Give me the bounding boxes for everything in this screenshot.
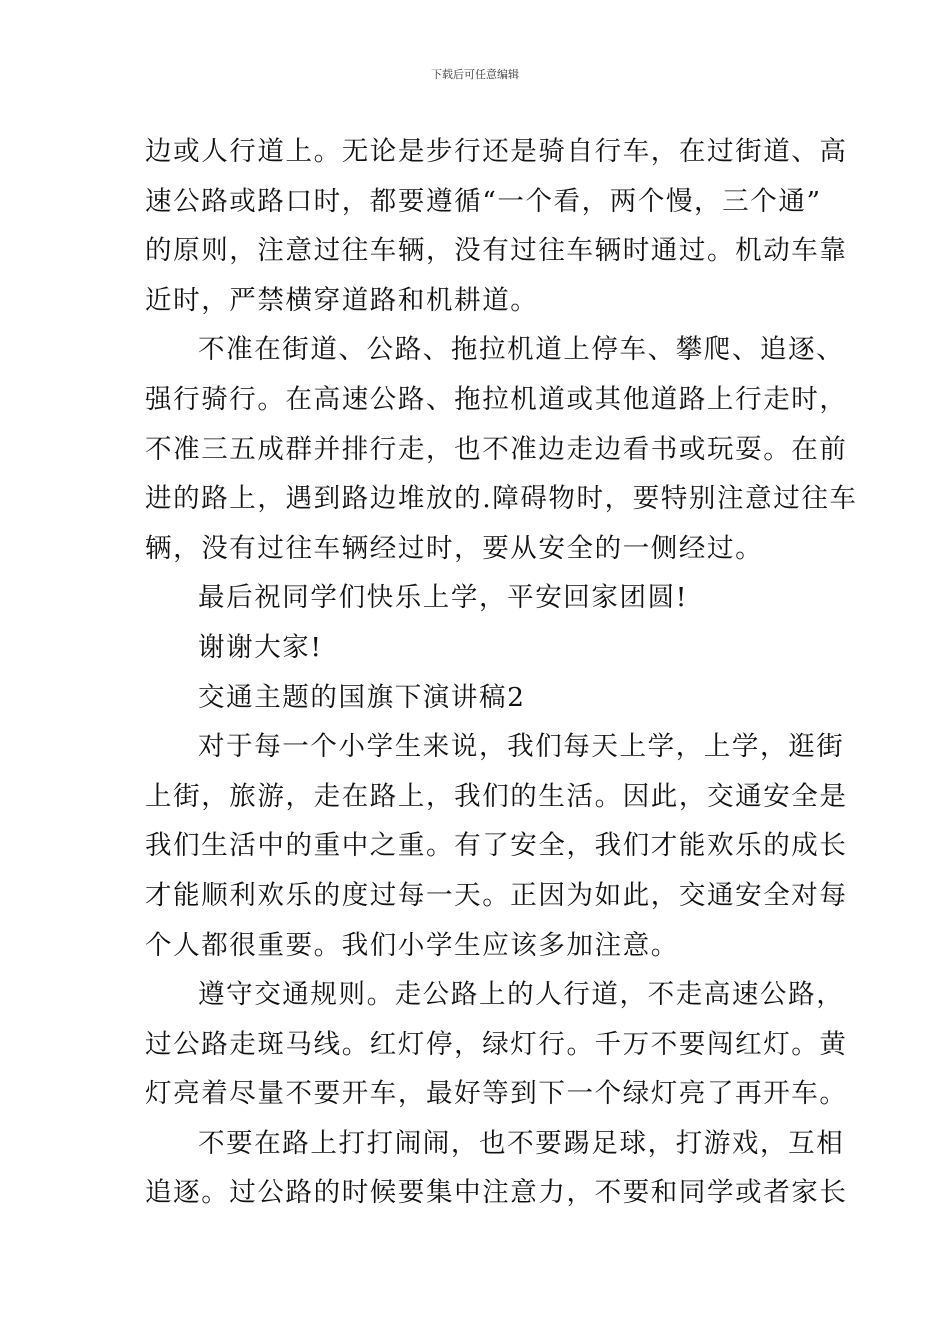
text-line: 进的路上，遇到路边堆放的.障碍物时，要特别注意过往车 [145,483,858,515]
text-line: 辆，没有过往车辆经过时，要从安全的一侧经过。 [145,532,764,564]
text-line: 不准三五成群并排行走，也不准边走边看书或玩耍。在前 [145,433,848,465]
text-line: 谢谢大家! [198,631,323,663]
text-line: 最后祝同学们快乐上学，平安回家团圆! [198,582,688,614]
text-line: 不要在路上打打闹闹，也不要踢足球，打游戏，互相 [198,1127,845,1159]
text-line: 灯亮着尽量不要开车，最好等到下一个绿灯亮了再开车。 [145,1078,848,1110]
document-body [145,127,858,1218]
text-line: 过公路走斑马线。红灯停，绿灯行。千万不要闯红灯。黄 [145,1028,848,1060]
text-line: 上街，旅游，走在路上，我们的生活。因此，交通安全是 [145,780,848,812]
text-line: 我们生活中的重中之重。有了安全，我们才能欢乐的成长 [145,830,848,862]
text-line: 才能顺利欢乐的度过每一天。正因为如此，交通安全对每 [145,879,848,911]
text-line: 边或人行道上。无论是步行还是骑自行车，在过街道、高 [145,136,848,167]
text-line: 遵守交通规则。走公路上的人行道，不走高速公路， [198,979,845,1011]
text-line: 交通主题的国旗下演讲稿2 [198,681,526,713]
text-line: 不准在街道、公路、拖拉机道上停车、攀爬、追逐、 [198,334,845,366]
text-line: 个人都很重要。我们小学生应该多加注意。 [145,929,679,961]
text-line: 对于每一个小学生来说，我们每天上学，上学，逛街 [198,731,845,763]
text-line: 追逐。过公路的时候要集中注意力，不要和同学或者家长 [145,1177,848,1209]
text-line: 的原则，注意过往车辆，没有过往车辆时通过。机动车靠 [145,235,848,267]
text-line: 速公路或路口时，都要遵循“一个看，两个慢，三个通” [145,185,822,217]
page-header: 下载后可任意编辑 [431,68,519,81]
text-line: 近时，严禁横穿道路和机耕道。 [145,284,539,316]
text-line: 强行骑行。在高速公路、拖拉机道或其他道路上行走时， [145,383,848,415]
